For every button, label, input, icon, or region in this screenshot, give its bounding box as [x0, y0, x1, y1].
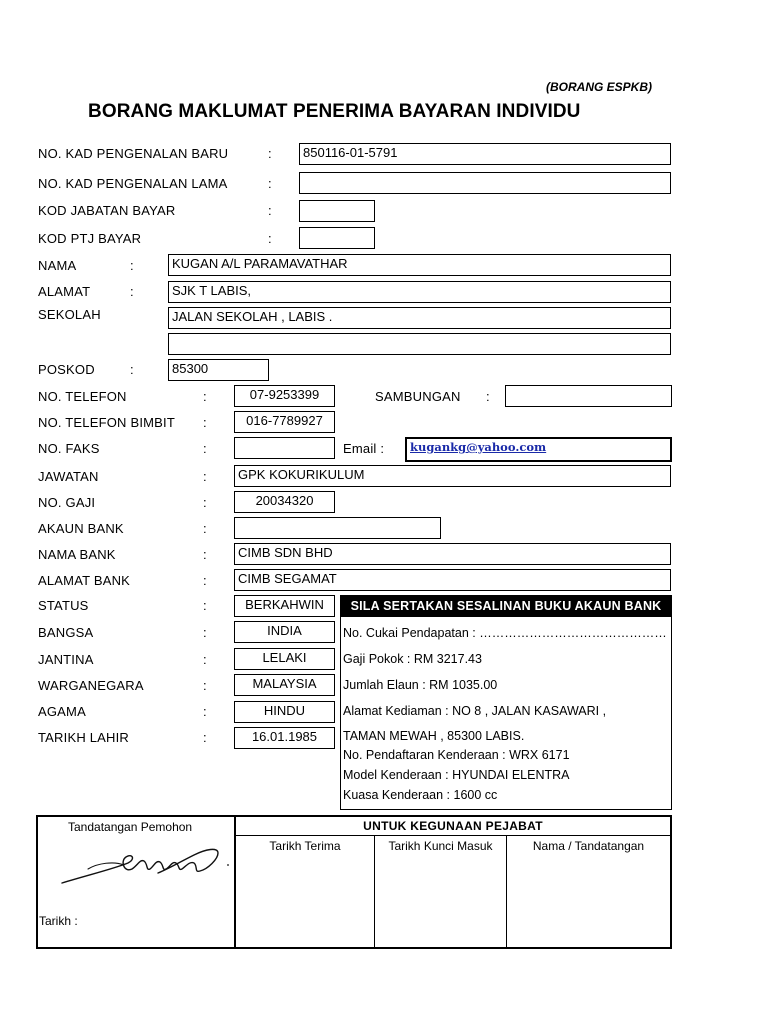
colon: : [203, 625, 207, 640]
dept-code-field[interactable] [299, 200, 375, 222]
colon: : [203, 415, 207, 430]
form-code: (BORANG ESPKB) [546, 80, 653, 94]
race-field[interactable]: INDIA [234, 621, 335, 643]
office-use-heading: UNTUK KEGUNAAN PEJABAT [363, 819, 543, 833]
signature-table [36, 815, 672, 949]
birth-date-label: TARIKH LAHIR [38, 730, 130, 745]
name-signature-header: Nama / Tandatangan [532, 839, 645, 853]
colon: : [203, 704, 207, 719]
bank-name-label: NAMA BANK [38, 547, 116, 562]
colon: : [130, 362, 134, 377]
colon: : [268, 176, 272, 191]
colon: : [203, 547, 207, 562]
colon: : [203, 730, 207, 745]
notice-line: Jumlah Elaun : RM 1035.00 [343, 678, 498, 692]
colon: : [268, 203, 272, 218]
status-label: STATUS [38, 598, 89, 613]
colon: : [203, 469, 207, 484]
status-field[interactable]: BERKAHWIN [234, 595, 335, 617]
colon: : [203, 652, 207, 667]
table-divider [234, 835, 670, 836]
name-field[interactable]: KUGAN A/L PARAMAVATHAR [168, 254, 671, 276]
email-label: Email : [343, 441, 385, 456]
notice-line: Kuasa Kenderaan : 1600 cc [343, 788, 498, 802]
ic-new-label: NO. KAD PENGENALAN BARU [38, 146, 229, 161]
religion-field[interactable]: HINDU [234, 701, 335, 723]
mobile-label: NO. TELEFON BIMBIT [38, 415, 175, 430]
bank-name-field[interactable]: CIMB SDN BHD [234, 543, 671, 565]
colon: : [203, 521, 207, 536]
phone-label: NO. TELEFON [38, 389, 127, 404]
bank-address-label: ALAMAT BANK [38, 573, 131, 588]
colon: : [268, 231, 272, 246]
name-label: NAMA [38, 258, 77, 273]
bank-address-field[interactable]: CIMB SEGAMAT [234, 569, 671, 591]
fax-field[interactable] [234, 437, 335, 459]
gender-label: JANTINA [38, 652, 94, 667]
ptj-code-field[interactable] [299, 227, 375, 249]
colon: : [203, 389, 207, 404]
ic-new-field[interactable]: 850116-01-5791 [299, 143, 671, 165]
bank-book-notice [340, 595, 672, 810]
applicant-signature-label: Tandatangan Pemohon [68, 820, 193, 834]
notice-line: Model Kenderaan : HYUNDAI ELENTRA [343, 768, 570, 782]
form-title: BORANG MAKLUMAT PENERIMA BAYARAN INDIVIDU [88, 101, 581, 122]
colon: : [203, 441, 207, 456]
colon: : [203, 495, 207, 510]
email-field[interactable]: kugankg@yahoo.com [405, 437, 672, 462]
colon: : [203, 598, 207, 613]
birth-date-field[interactable]: 16.01.1985 [234, 727, 335, 749]
postcode-field[interactable]: 85300 [168, 359, 269, 381]
address-line1-field[interactable]: SJK T LABIS, [168, 281, 671, 303]
notice-line: No. Cukai Pendapatan : ……………………………………… [343, 626, 667, 640]
postcode-label: POSKOD [38, 362, 95, 377]
colon: : [203, 573, 207, 588]
ic-old-label: NO. KAD PENGENALAN LAMA [38, 176, 228, 191]
extension-field[interactable] [505, 385, 672, 407]
dept-code-label: KOD JABATAN BAYAR [38, 203, 176, 218]
religion-label: AGAMA [38, 704, 86, 719]
address-line2-field[interactable]: JALAN SEKOLAH , LABIS . [168, 307, 671, 329]
position-label: JAWATAN [38, 469, 99, 484]
address-label: ALAMAT [38, 284, 91, 299]
colon: : [486, 389, 490, 404]
bank-account-field[interactable] [234, 517, 441, 539]
colon: : [268, 146, 272, 161]
mobile-field[interactable]: 016-7789927 [234, 411, 335, 433]
position-field[interactable]: GPK KOKURIKULUM [234, 465, 671, 487]
date-label: Tarikh : [39, 914, 78, 928]
phone-field[interactable]: 07-9253399 [234, 385, 335, 407]
citizenship-label: WARGANEGARA [38, 678, 144, 693]
address-label-school: SEKOLAH [38, 307, 101, 322]
notice-heading: SILA SERTAKAN SESALINAN BUKU AKAUN BANK [341, 596, 671, 617]
fax-label: NO. FAKS [38, 441, 100, 456]
notice-line: Alamat Kediaman : NO 8 , JALAN KASAWARI , [343, 704, 607, 718]
colon: : [130, 258, 134, 273]
ic-old-field[interactable] [299, 172, 671, 194]
race-label: BANGSA [38, 625, 94, 640]
address-line3-field[interactable] [168, 333, 671, 355]
colon: : [203, 678, 207, 693]
salary-no-field[interactable]: 20034320 [234, 491, 335, 513]
gender-field[interactable]: LELAKI [234, 648, 335, 670]
received-date-header: Tarikh Terima [269, 839, 341, 853]
ptj-code-label: KOD PTJ BAYAR [38, 231, 142, 246]
extension-label: SAMBUNGAN [375, 389, 461, 404]
notice-line: No. Pendaftaran Kenderaan : WRX 6171 [343, 748, 570, 762]
salary-no-label: NO. GAJI [38, 495, 96, 510]
notice-line: Gaji Pokok : RM 3217.43 [343, 652, 482, 666]
colon: : [130, 284, 134, 299]
bank-account-label: AKAUN BANK [38, 521, 124, 536]
notice-line: TAMAN MEWAH , 85300 LABIS. [343, 729, 525, 743]
handwritten-signature [58, 839, 236, 891]
citizenship-field[interactable]: MALAYSIA [234, 674, 335, 696]
keyed-date-header: Tarikh Kunci Masuk [388, 839, 493, 853]
